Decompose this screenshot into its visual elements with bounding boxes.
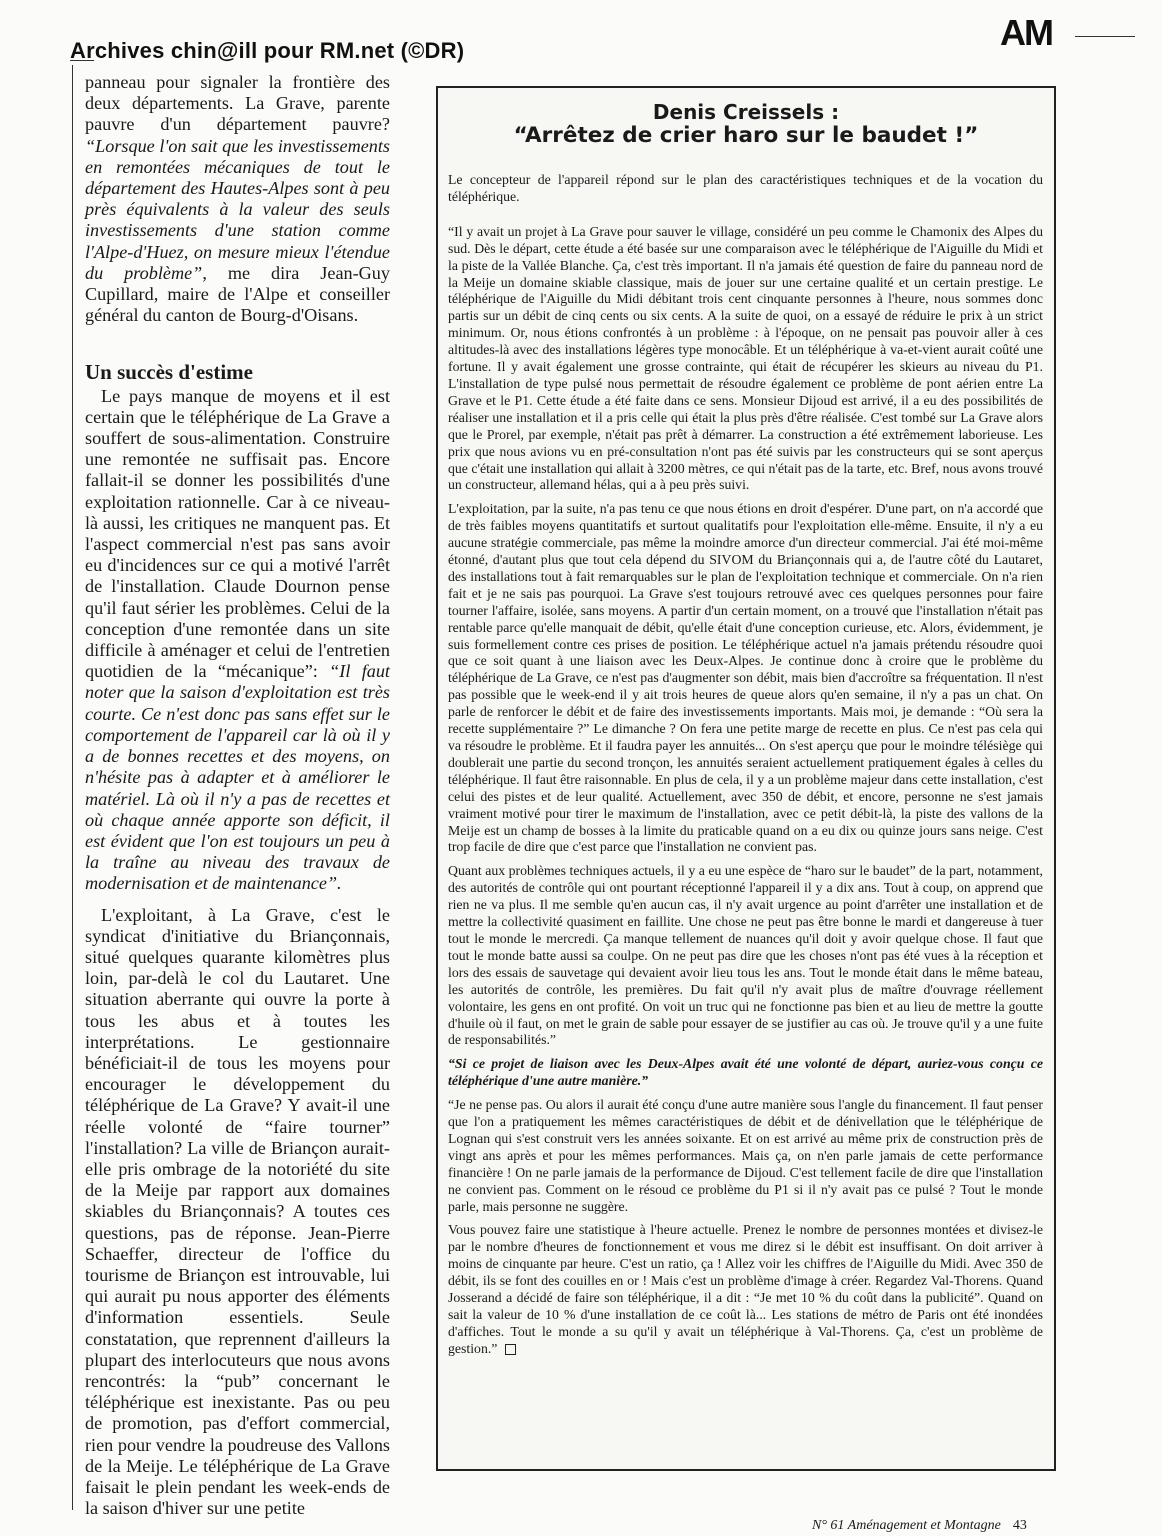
box-body xyxy=(448,172,1043,1365)
box-paragraph: “Je ne pense pas. Ou alors il aurait été conçu d'une autre manière sous l'angle du financement. Il faut penser que l'on a pratiquement les mêmes caractéristiques de débit et de dénivellation que le téléphérique de Lognan qui s'est construit vers les années soixante. Et on est arrivé au même prix de construction près de vingt ans après et pour les mêmes performances. Mais ça, on n'en parle jamais de cette performance financière ! On ne parle jamais de la performance de Dijoud. C'est tellement facile de dire que l'installation ne convient pas. Comment on le résoud ce problème du P1 si il n'y avait pas ce pulsé ? Tout le monde parle, mais personne ne suggère. xyxy=(448,1097,1043,1214)
box-paragraph: Vous pouvez faire une statistique à l'heure actuelle. Prenez le nombre de personnes montées et divisez-le par le nombre d'heures de fonctionnement et vous me direz si le débit est insuffisant. On doit arriver à moins de cinquante par heure. C'est un ratio, ça ! Allez voir les chiffres de l'Aiguille du Midi. Avec 350 de débit, ils se font des couilles en or ! Mais c'est un problème d'image à créer. Regardez Val-Thorens. Quand Josserand a décidé de faire son téléphérique, il a dit : “Je met 10 % du coût dans la publicité”. Quand on sait la valeur de 10 % d'une installation de ce coût là... Les stations de métro de Paris ont été inondées d'affiches. Tout le monde a su qu'il y avait un téléphérique à Val-Thorens. Ça, c'est un problème de gestion.” xyxy=(448,1222,1043,1356)
magazine-logo: AM xyxy=(1000,12,1052,53)
box-paragraph: “Il y avait un projet à La Grave pour sauver le village, considéré un peu comme le Chamonix des Alpes du sud. Dès le départ, cette étude a été basée sur une comparaison avec le téléphérique de l'Aiguille du Midi et la piste de la Vallée Blanche. Ça, c'est très important. Il n'a jamais été question de faire du panneau nord de la Meije un domaine skiable classique, mais de jouer sur une certaine qualité et un certain prestige. Le téléphérique de l'Aiguille du Midi débitant trois cent cinquante personnes à l'heure, nous sommes donc partis sur un débit de cinq cents ou six cents. A la suite de quoi, on a essayé de réduire le prix à un strict minimum. Or, nous étions confrontés à un problème : à l'époque, on ne pensait pas pouvoir aller à ces altitudes-là avec des installations légères type monocâble. Et un téléphérique à va-et-vient aurait coûté une fortune. Il y avait également une grosse contrainte, qui était de récupérer les skieurs au niveau du P1. L'installation de type pulsé nous permettait de résoudre également ce problème de pont aérien entre La Grave et le P1. Cette étude a été faite dans ce sens. Monsieur Dijoud est arrivé, il a eu des possibilités de réaliser une installation et il a pris celle qui était la plus près d'être réalisée. C'est tombé sur La Grave alors que le Prorel, par exemple, n'était pas prêt à démarrer. La construction a été extrêmement laborieuse. Les prix que nous avions vu en pré-consultation n'ont pas été suivis par les constructeurs qui se sont aperçus que c'était une installation qui allait à 3200 mètres, ce qui n'était pas de la tarte, etc. Bref, nous avons trouvé un constructeur, allemand hélas, qui a à peu près suivi. xyxy=(448,223,1043,493)
cupillard-quote: “Lorsque l'on sait que les investissements en remontées mécaniques de tout le département des Hautes-Alpes sont à peu près équivalents à la valeur des seuls investissements d'une station comme l'Alpe-d'Huez, on mesure mieux l'étendue du problème” xyxy=(85,135,390,283)
archive-watermark: Archives chin@ill pour RM.net (©DR) xyxy=(70,38,465,63)
paragraph-intro: panneau pour signaler la frontière des deux départements. La Grave, parente pauvre d'un département pauvre? “Lorsque l'on sait que les investissements en remontées mécaniques de tout le département des Hautes-Alpes sont à peu près équivalents à la valeur des seuls investissements d'une station comme l'Alpe-d'Huez, on mesure mieux l'étendue du problème”, me dira Jean-Guy Cupillard, maire de l'Alpe et conseiller général du canton de Bourg-d'Oisans. xyxy=(85,72,390,326)
issue-info: N° 61 Aménagement et Montagne xyxy=(812,1518,1001,1533)
dournon-quote: “Il faut noter que la saison d'exploitation est très courte. Ce n'est donc pas sans effet sur le comportement de l'appareil car là où il y a de bonnes recettes et des moyens, on n'hésite pas à adapter et à améliorer le matériel. Là où il n'y a pas de recettes et où chaque année apporte son déficit, il est évident que l'on est toujours un peu à la traîne au niveau des travaux de modernisation et de maintenance”. xyxy=(85,661,390,894)
section-heading: Un succès d'estime xyxy=(85,360,253,385)
left-article-column xyxy=(85,72,390,1519)
end-square-icon xyxy=(505,1344,516,1355)
column-rule xyxy=(72,65,73,1510)
box-paragraph: L'exploitation, par la suite, n'a pas tenu ce que nous étions en droit d'espérer. D'une part, on n'a accordé que de très faibles moyens quantitatifs et surtout qualitatifs pour l'exploitation elle-même. Ensuite, il n'y a eu aucune stratégie commerciale, pas même la moindre amorce d'un directeur commercial. J'ai été moi-même étonné, d'autant plus que tout cela dépend du SIVOM du Briançonnais qui a, de l'autre côté du Lautaret, des installations tout à fait remarquables sur le plan de l'exploitation technique et commerciale. On n'a rien fait et je ne sais pas pourquoi. La Grave s'est toujours retrouvé avec ces quelques personnes pour faire tourner l'affaire, isolée, sans moyens. A partir d'un certain moment, on a trouvé que l'installation n'était pas rentable parce qu'elle manquait de débit, qu'elle était d'une conception curieuse, etc. Alors, évidemment, je suis formellement contre ces prises de position. Le téléphérique actuel n'a jamais prétendu résoudre quoi que ce soit quant à une liaison avec les Deux-Alpes. Je continue donc à croire que le problème du téléphérique de La Grave, ce n'est pas d'augmenter son débit, mais bien d'accroître sa fréquentation. Il n'est pas possible que le week-end il y ait trois heures de queue alors qu'en semaine, il n'y a pas un chat. On parle de renforcer le débit et de faire des investissements importants. Mais moi, je demande : “Où sera la recette supplémentaire ?” Le dimanche ? On fera une petite marge de recette en plus. Ce n'est pas cela qui va résoudre le problème. Et il faudra payer les annuités... On s'est aperçu que pour le moindre télésiège qui doublerait une partie du second tronçon, les annuités seraient actuellement pratiquement égales à celles du téléphérique. Il faut être raisonnable. En plus de cela, il y a un problème majeur dans cette installation, c'est celui des pistes et de leur qualité. Actuellement, avec 350 de débit, et encore, personne ne s'est jamais vraiment motivé pour tirer le maximum de l'installation, avec ce petit débit-là, la piste des vallons de la Meije est un champ de bosses à la limite du praticable quand on a eu dix ou quinze jours sans neige. C'est trop facile de dire que c'est parce que l'installation ne convient pas. xyxy=(448,501,1043,855)
box-title: Denis Creissels : “Arrêtez de crier haro sur le baudet !” xyxy=(513,100,979,148)
box-paragraph: Quant aux problèmes techniques actuels, il y a eu une espèce de “haro sur le baudet” de la part, notamment, des autorités de contrôle qui ont pourtant réceptionné l'appareil il y a dix ans. Tout à coup, on apprend que rien ne va plus. Il me semble qu'en aucun cas, il n'y avait urgence au point d'arrêter une installation et de mettre la collectivité quasiment en faillite. Une chose ne peut pas être bonne le mardi et dangereuse à tuer tout le monde le mercredi. Ça manque tellement de nuances qu'il doit y avoir quelque chose. Il faut que tout le monde batte aussi sa coulpe. On ne peut pas dire que les choses n'ont pas été vues à la réception et lors des essais de sauvetage qui devaient avoir lieu tous les ans. Tout le monde était dans le même bateau, les autorités de contrôle, les premières. Du fait qu'il n'y avait plus de maître d'ouvrage réellement volontaire, les gens en ont profité. On voit un truc qui ne fonctionne pas bien et au lieu de mettre la goutte d'huile où il faut, on met le grain de sable pour essayer de se justifier au cas où. Je trouve qu'il y a une fuite de responsabilités.” xyxy=(448,863,1043,1048)
page-footer xyxy=(812,1518,1027,1534)
interview-box xyxy=(436,86,1056,1471)
page-number: 43 xyxy=(1012,1518,1027,1533)
interview-question: “Si ce projet de liaison avec les Deux-Alpes avait été une volonté de départ, auriez-vous conçu ce téléphérique d'une autre manière.” xyxy=(448,1056,1043,1089)
paragraph-exploitant: L'exploitant, à La Grave, c'est le syndicat d'initiative du Briançonnais, situé quelques quarante kilomètres plus loin, par-delà le col du Lautaret. Une situation aberrante qui ouvre la porte à tous les abus et à toutes les interprétations. Le gestionnaire bénéficiait-il de tous les moyens pour encourager le développement du téléphérique de La Grave? Y avait-il une réelle volonté de “faire tourner” l'installation? La ville de Briançon aurait-elle pris ombrage de la notoriété du site de la Meije par rapport aux domaines skiables du Briançonnais? A toutes ces questions, pas de réponse. Jean-Pierre Schaeffer, directeur de l'office du tourisme de Briançon est introuvable, lui qui aurait pu nous apporter des éléments d'information essentiels. Seule constatation, que reprennent d'ailleurs la plupart des interlocuteurs que nous avons rencontrés: la “pub” concernant le téléphérique est inexistante. Pas ou peu de promotion, pas d'effort commercial, rien pour vendre la poudreuse des Vallons de la Meije. Le téléphérique de La Grave faisait le plein pendant les week-ends de la saison d'hiver sur une petite xyxy=(85,904,390,1519)
paragraph-succes: Le pays manque de moyens et il est certain que le téléphérique de La Grave a souffert de sous-alimentation. Construire une remontée ne suffisait pas. Encore fallait-il se donner les possibilités d'une exploitation rationnelle. Car à ce niveau-là aussi, les critiques ne manquent pas. Et l'aspect commercial n'est pas sans avoir eu d'incidences sur ce qui a motivé l'arrêt de l'installation. Claude Dournon pense qu'il faut sérier les problèmes. Celui de la conception d'une remontée dans un site difficile à aménager et celui de l'entretien quotidien de la “mécanique”: “Il faut noter que la saison d'exploitation est très courte. Ce n'est donc pas sans effet sur le comportement de l'appareil car là où il y a de bonnes recettes et des moyens, on n'hésite pas à adapter et à améliorer le matériel. Là où il n'y a pas de recettes et où chaque année apporte son déficit, il est évident que l'on est toujours un peu à la traîne au niveau des travaux de modernisation et de maintenance”. xyxy=(85,385,390,894)
top-left-rule xyxy=(70,60,94,61)
header-rule xyxy=(1075,36,1135,37)
box-intro: Le concepteur de l'appareil répond sur le plan des caractéristiques techniques et de la vocation du téléphérique. xyxy=(448,172,1043,204)
